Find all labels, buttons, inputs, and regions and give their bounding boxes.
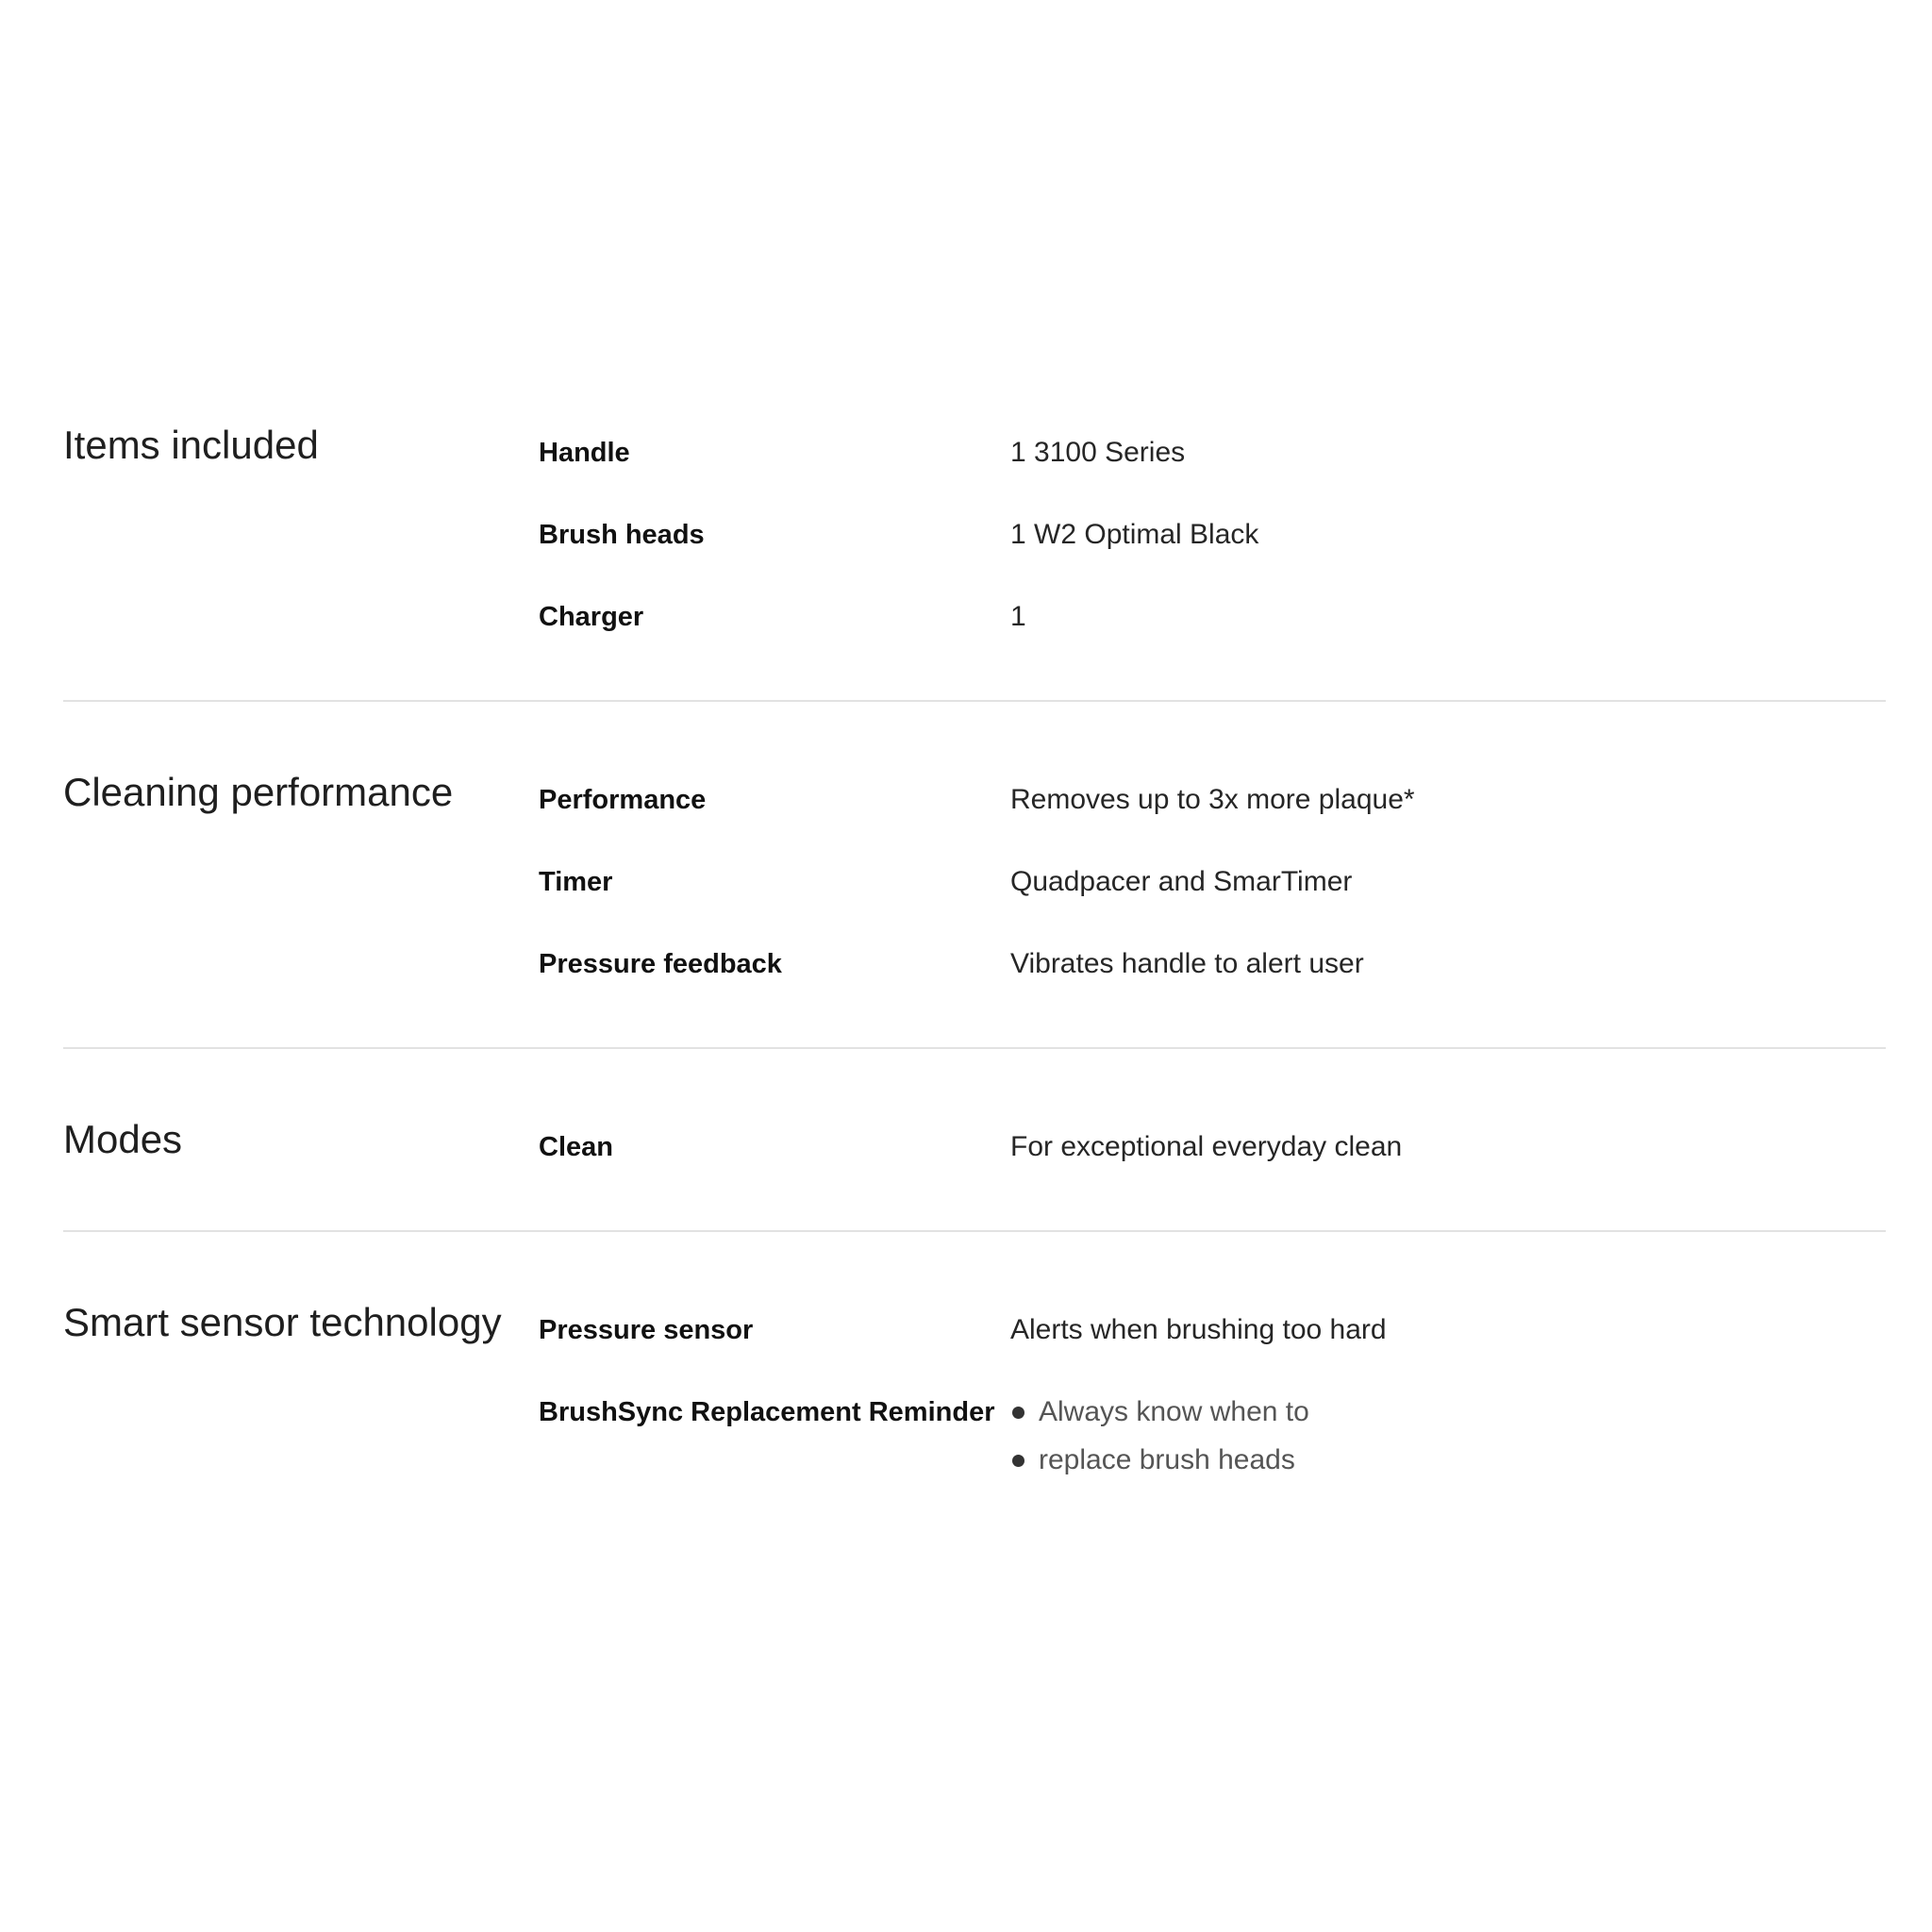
spec-value-list: [1010, 1391, 1886, 1488]
spec-value: 1 3100 Series: [1010, 437, 1186, 468]
spec-rows: [539, 1309, 1886, 1488]
spec-row-handle: [539, 432, 1886, 514]
section-items-included: [63, 415, 1886, 702]
bullet-text: replace brush heads: [1039, 1444, 1295, 1475]
section-title: Items included: [63, 423, 319, 467]
bullet-text: Always know when to: [1039, 1396, 1309, 1427]
spec-value: For exceptional everyday clean: [1010, 1131, 1403, 1162]
bullet-dot-icon: [1012, 1407, 1024, 1419]
spec-row-performance: [539, 779, 1886, 861]
spec-value: Alerts when brushing too hard: [1010, 1314, 1387, 1345]
spec-rows: [539, 432, 1886, 638]
spec-rows: [539, 779, 1886, 985]
spec-row-clean: [539, 1126, 1886, 1168]
spec-label: Clean: [539, 1132, 613, 1162]
spec-value: Quadpacer and SmarTimer: [1010, 866, 1353, 897]
bullet-item: [1010, 1433, 1886, 1488]
section-title: Modes: [63, 1117, 183, 1161]
spec-label: Pressure feedback: [539, 949, 782, 979]
spec-label: Pressure sensor: [539, 1315, 754, 1345]
bullet-list: [1010, 1385, 1886, 1488]
spec-row-charger: [539, 596, 1886, 638]
section-title: Cleaning performance: [63, 770, 454, 814]
spec-value: Removes up to 3x more plaque*: [1010, 784, 1415, 815]
specifications-table: [63, 415, 1886, 1550]
spec-label: Handle: [539, 438, 630, 468]
spec-row-pressure-sensor: [539, 1309, 1886, 1391]
spec-row-brush-heads: [539, 514, 1886, 596]
spec-row-pressure-feedback: [539, 943, 1886, 985]
spec-label: Charger: [539, 602, 644, 632]
spec-label: Timer: [539, 867, 613, 897]
spec-value: Vibrates handle to alert user: [1010, 948, 1364, 979]
section-title: Smart sensor technology: [63, 1300, 502, 1344]
spec-row-timer: [539, 861, 1886, 943]
spec-label: BrushSync Replacement Reminder: [539, 1397, 995, 1427]
section-smart-sensor-technology: [63, 1232, 1886, 1550]
bullet-item: [1010, 1385, 1886, 1440]
bullet-dot-icon: [1012, 1455, 1024, 1467]
spec-value: 1 W2 Optimal Black: [1010, 519, 1259, 550]
spec-label: Performance: [539, 785, 707, 815]
section-modes: [63, 1049, 1886, 1232]
spec-value: 1: [1010, 601, 1026, 632]
spec-rows: [539, 1126, 1886, 1168]
section-cleaning-performance: [63, 702, 1886, 1049]
spec-label: Brush heads: [539, 520, 705, 550]
spec-row-brushsync-reminder: [539, 1391, 1886, 1488]
